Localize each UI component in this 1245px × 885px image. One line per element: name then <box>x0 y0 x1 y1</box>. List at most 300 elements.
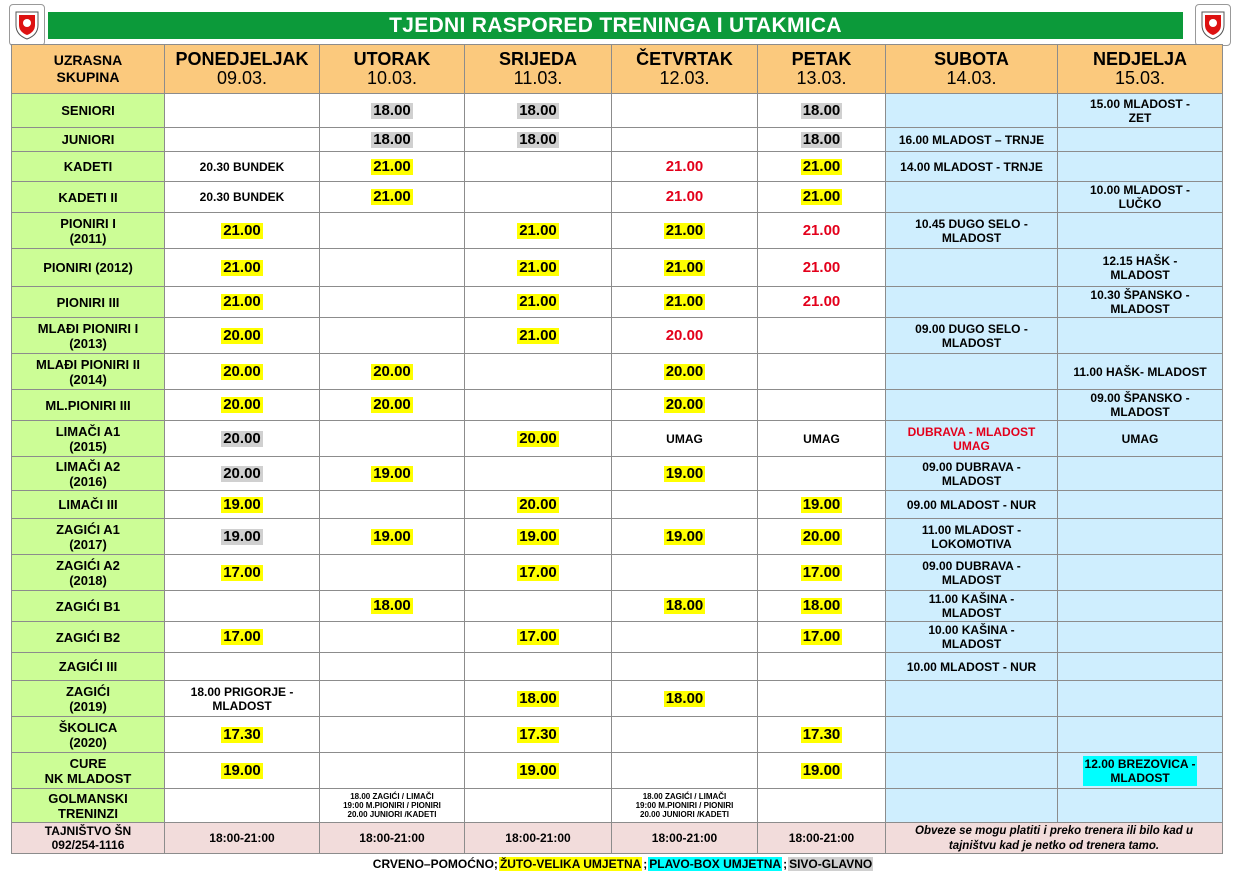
schedule-cell-thu <box>612 457 758 491</box>
cell-text: 21.00 <box>802 157 841 175</box>
schedule-cell-fri <box>758 622 886 653</box>
cell-text: 21.00 <box>519 293 557 310</box>
schedule-cell-tue <box>320 182 465 213</box>
schedule-cell-tue <box>320 390 465 421</box>
schedule-cell-sat <box>886 457 1058 491</box>
header-day: PONEDJELJAK 09.03. <box>165 45 320 94</box>
schedule-cell-wed <box>465 390 612 421</box>
office-hours-tue <box>320 823 465 854</box>
cell-text: TRENINZI <box>58 805 118 821</box>
cell-text: 20.00 <box>519 495 557 513</box>
cell-text: 19.00 <box>519 527 557 545</box>
schedule-cell-fri <box>758 354 886 390</box>
cell-text: 21.00 <box>519 258 557 276</box>
schedule-cell-sat <box>886 152 1058 182</box>
schedule-cell-sat <box>886 182 1058 213</box>
cell-text: 20.00 JUNIORI /KADETI <box>640 810 729 819</box>
cell-text: PIONIRI III <box>56 294 120 310</box>
cell-text: ZAGIĆI III <box>58 659 118 674</box>
schedule-cell-sun <box>1058 789 1223 823</box>
cell-text: MLADOST <box>941 572 1002 587</box>
cell-text: 19:00 M.PIONIRI / PIONIRI <box>343 801 441 810</box>
schedule-cell-tue <box>320 152 465 182</box>
header-group: UZRASNA SKUPINA <box>12 45 165 94</box>
cell-text: 21.00 <box>665 293 704 310</box>
schedule-cell-tue <box>320 457 465 491</box>
legend-item: ; <box>643 857 648 871</box>
schedule-cell-thu <box>612 287 758 318</box>
schedule-cell-mon <box>165 421 320 457</box>
cell-text: 19.00 <box>519 761 557 779</box>
schedule-cell-sat <box>886 753 1058 789</box>
age-group-cell <box>12 213 165 249</box>
age-group-cell <box>12 681 165 717</box>
cell-content <box>189 684 296 714</box>
cell-text: 21.00 <box>802 188 841 205</box>
schedule-cell-fri <box>758 491 886 519</box>
schedule-cell-mon <box>165 591 320 622</box>
color-legend <box>0 857 1245 871</box>
cell-text: 18:00-21:00 <box>505 831 571 845</box>
cell-text: 19.00 <box>223 495 261 513</box>
cell-text: (2015) <box>69 438 107 454</box>
schedule-cell-fri <box>758 457 886 491</box>
schedule-cell-mon <box>165 519 320 555</box>
schedule-cell-tue <box>320 213 465 249</box>
cell-text: 20.30 BUNDEK <box>199 159 285 174</box>
cell-text: UMAG <box>953 438 990 453</box>
header-day: PETAK 13.03. <box>758 45 886 94</box>
cell-text: 21.00 <box>802 221 841 239</box>
age-group-cell <box>12 519 165 555</box>
cell-content <box>905 497 1038 513</box>
legend-item: CRVENO–POMOĆNO; <box>372 857 498 871</box>
cell-content <box>1088 182 1192 212</box>
schedule-cell-wed <box>465 591 612 622</box>
office-hours-mon <box>165 823 320 854</box>
cell-text: ŠKOLICA <box>58 719 118 735</box>
header-day: NEDJELJA 15.03. <box>1058 45 1223 94</box>
cell-text: PIONIRI I <box>60 215 116 231</box>
cell-text: 20.00 <box>373 396 411 413</box>
schedule-cell-sat <box>886 653 1058 681</box>
schedule-cell-sun <box>1058 717 1223 753</box>
table-row <box>12 591 1223 622</box>
club-crest-left <box>9 4 45 46</box>
cell-text: 14.00 MLADOST - TRNJE <box>900 159 1043 174</box>
schedule-cell-thu <box>612 681 758 717</box>
cell-text: 21.00 <box>665 188 704 205</box>
schedule-cell-sun <box>1058 318 1223 354</box>
cell-text: 18:00-21:00 <box>209 831 275 845</box>
schedule-cell-sat <box>886 491 1058 519</box>
schedule-cell-wed <box>465 681 612 717</box>
schedule-cell-thu <box>612 555 758 591</box>
schedule-cell-fri <box>758 653 886 681</box>
schedule-cell-sun <box>1058 591 1223 622</box>
cell-text: NK MLADOST <box>44 770 132 786</box>
schedule-cell-sun <box>1058 128 1223 152</box>
schedule-cell-wed <box>465 182 612 213</box>
cell-text: 19.00 <box>665 527 704 545</box>
cell-text: 20.00 <box>223 326 261 344</box>
schedule-cell-fri <box>758 128 886 152</box>
schedule-cell-sun <box>1058 519 1223 555</box>
cell-text: KADETI II <box>58 189 118 205</box>
cell-text: MLADOST <box>941 230 1002 245</box>
cell-text: (2016) <box>69 473 107 489</box>
schedule-cell-mon <box>165 717 320 753</box>
cell-text: 21.00 <box>802 258 841 276</box>
schedule-cell-thu <box>612 128 758 152</box>
table-row <box>12 653 1223 681</box>
table-row <box>12 789 1223 823</box>
page-title: TJEDNI RASPORED TRENINGA I UTAKMICA <box>389 13 842 37</box>
age-group-cell <box>12 717 165 753</box>
schedule-cell-fri <box>758 249 886 287</box>
schedule-cell-tue <box>320 287 465 318</box>
table-row <box>12 318 1223 354</box>
schedule-cell-sun <box>1058 287 1223 318</box>
legend-item: PLAVO-BOX UMJETNA <box>649 857 782 871</box>
schedule-cell-wed <box>465 94 612 128</box>
cell-text: 20.00 <box>519 429 557 447</box>
schedule-cell-thu <box>612 152 758 182</box>
schedule-cell-sat <box>886 789 1058 823</box>
schedule-cell-wed <box>465 152 612 182</box>
schedule-cell-sat <box>886 717 1058 753</box>
age-group-cell <box>12 491 165 519</box>
schedule-cell-fri <box>758 152 886 182</box>
schedule-cell-mon <box>165 390 320 421</box>
cell-content <box>905 659 1038 675</box>
cell-text: ZAGIĆI <box>65 683 111 699</box>
schedule-cell-mon <box>165 213 320 249</box>
schedule-cell-sun <box>1058 249 1223 287</box>
age-group-cell <box>12 182 165 213</box>
age-group-cell <box>12 390 165 421</box>
cell-text: 17.00 <box>802 628 841 645</box>
cell-text: 10.00 MLADOST - NUR <box>906 659 1037 674</box>
cell-text: 12.15 HAŠK - <box>1102 253 1178 268</box>
table-row <box>12 390 1223 421</box>
cell-text: (2019) <box>69 698 107 714</box>
cell-text: 18.00 <box>665 597 704 614</box>
cell-content <box>920 558 1022 588</box>
schedule-cell-tue <box>320 318 465 354</box>
schedule-cell-tue <box>320 519 465 555</box>
cell-text: 18:00-21:00 <box>788 831 855 845</box>
cell-text: MLADOST <box>1110 770 1170 785</box>
age-group-cell <box>12 421 165 457</box>
schedule-cell-fri <box>758 753 886 789</box>
cell-text: 19.00 <box>373 527 411 545</box>
schedule-cell-tue <box>320 128 465 152</box>
schedule-cell-wed <box>465 457 612 491</box>
schedule-cell-thu <box>612 789 758 823</box>
cell-text: 11.00 KAŠINA - <box>928 592 1015 606</box>
cell-text: (2013) <box>69 335 107 351</box>
schedule-cell-thu <box>612 591 758 622</box>
cell-text: 10.30 ŠPANSKO - <box>1090 288 1190 302</box>
cell-text: 19.00 <box>802 495 841 513</box>
cell-text: UMAG <box>666 431 703 446</box>
schedule-cell-wed <box>465 287 612 318</box>
cell-content <box>1101 253 1180 283</box>
cell-text: ZAGIĆI A1 <box>56 521 120 537</box>
schedule-cell-mon <box>165 789 320 823</box>
office-hours-fri <box>758 823 886 854</box>
schedule-cell-wed <box>465 622 612 653</box>
age-group-cell <box>12 622 165 653</box>
club-crest-icon <box>14 9 40 41</box>
schedule-cell-thu <box>612 622 758 653</box>
cell-text: 11.00 MLADOST - <box>921 522 1022 537</box>
cell-text: 12.00 BREZOVICA - <box>1084 756 1196 771</box>
schedule-cell-thu <box>612 182 758 213</box>
cell-text: tajništvu kad je netko od trenera tamo. <box>948 840 1160 852</box>
schedule-cell-mon <box>165 354 320 390</box>
cell-text: 19.00 <box>665 464 704 482</box>
schedule-cell-sun <box>1058 681 1223 717</box>
schedule-cell-tue <box>320 354 465 390</box>
cell-content <box>913 216 1030 246</box>
cell-text: 19.00 <box>223 761 261 779</box>
cell-content <box>1071 364 1208 380</box>
cell-text: TAJNIŠTVO ŠN <box>44 824 132 838</box>
cell-text: 20.30 BUNDEK <box>199 190 285 204</box>
schedule-cell-fri <box>758 318 886 354</box>
schedule-cell-fri <box>758 182 886 213</box>
schedule-cell-mon <box>165 128 320 152</box>
schedule-cell-sat <box>886 318 1058 354</box>
legend-item: ; <box>783 857 788 871</box>
schedule-cell-tue <box>320 555 465 591</box>
cell-content <box>341 791 443 820</box>
cell-content <box>913 321 1030 351</box>
schedule-cell-fri <box>758 287 886 318</box>
cell-text: 10.00 KAŠINA - <box>928 623 1015 637</box>
cell-content <box>906 424 1038 454</box>
cell-text: (2011) <box>69 230 107 246</box>
schedule-cell-thu <box>612 491 758 519</box>
schedule-cell-sat <box>886 249 1058 287</box>
cell-text: (2020) <box>69 734 107 750</box>
schedule-cell-mon <box>165 249 320 287</box>
cell-text: LIMAČI A1 <box>55 423 121 439</box>
cell-text: 21.00 <box>373 188 411 205</box>
schedule-cell-sun <box>1058 555 1223 591</box>
cell-content <box>1088 287 1191 317</box>
schedule-cell-wed <box>465 213 612 249</box>
cell-text: ZAGIĆI B2 <box>55 629 121 645</box>
schedule-cell-thu <box>612 213 758 249</box>
schedule-cell-fri <box>758 555 886 591</box>
cell-text: 18.00 <box>665 689 704 707</box>
cell-text: 17.00 <box>223 563 261 581</box>
table-row <box>12 94 1223 128</box>
schedule-cell-tue <box>320 622 465 653</box>
age-group-cell <box>12 653 165 681</box>
table-row <box>12 717 1223 753</box>
cell-text: MLADOST <box>941 335 1002 350</box>
cell-text: 19:00 M.PIONIRI / PIONIRI <box>635 801 734 810</box>
table-row <box>12 491 1223 519</box>
cell-content <box>1120 431 1161 447</box>
cell-text: 10.00 MLADOST - <box>1089 183 1191 197</box>
cell-text: MLADOST <box>1110 267 1170 282</box>
schedule-table <box>11 44 1223 854</box>
office-note <box>915 825 1193 852</box>
cell-text: 18.00 ZAGIĆI / LIMAČI <box>642 792 727 801</box>
cell-text: 20.00 <box>665 326 704 344</box>
schedule-cell-sat <box>886 622 1058 653</box>
schedule-cell-sat <box>886 128 1058 152</box>
schedule-cell-fri <box>758 213 886 249</box>
cell-text: 19.00 <box>802 761 841 779</box>
cell-text: 19.00 <box>223 527 261 545</box>
schedule-cell-wed <box>465 789 612 823</box>
schedule-cell-mon <box>165 457 320 491</box>
cell-text: 18.00 <box>802 597 841 614</box>
cell-text: 17.30 <box>223 725 261 743</box>
cell-content <box>926 622 1016 652</box>
schedule-cell-sun <box>1058 182 1223 213</box>
schedule-cell-fri <box>758 681 886 717</box>
cell-text: (2018) <box>69 572 107 588</box>
table-row <box>12 421 1223 457</box>
cell-content <box>920 522 1023 552</box>
schedule-cell-thu <box>612 753 758 789</box>
schedule-cell-mon <box>165 94 320 128</box>
cell-text: 21.00 <box>519 221 557 239</box>
office-hours-wed <box>465 823 612 854</box>
table-row <box>12 128 1223 152</box>
schedule-cell-sun <box>1058 622 1223 653</box>
cell-text: 17.30 <box>519 725 557 743</box>
cell-content <box>898 159 1045 175</box>
schedule-cell-sun <box>1058 753 1223 789</box>
schedule-cell-mon <box>165 182 320 213</box>
schedule-cell-wed <box>465 519 612 555</box>
title-bar <box>48 12 1183 39</box>
schedule-cell-fri <box>758 390 886 421</box>
cell-text: UMAG <box>803 431 840 446</box>
schedule-cell-fri <box>758 519 886 555</box>
schedule-cell-sat <box>886 519 1058 555</box>
cell-text: SENIORI <box>61 103 115 118</box>
schedule-cell-thu <box>612 318 758 354</box>
schedule-cell-mon <box>165 318 320 354</box>
age-group-cell <box>12 555 165 591</box>
cell-text: 18.00 PRIGORJE - <box>190 684 294 699</box>
schedule-cell-mon <box>165 681 320 717</box>
cell-text: 09.00 DUGO SELO - <box>915 321 1028 336</box>
age-group-cell <box>12 152 165 182</box>
schedule-cell-wed <box>465 318 612 354</box>
age-group-cell <box>12 591 165 622</box>
cell-text: 09.00 DUBRAVA - <box>922 459 1021 474</box>
table-row <box>12 519 1223 555</box>
legend-item: ŽUTO-VELIKA UMJETNA <box>499 857 642 871</box>
cell-text: LIMAČI III <box>58 497 118 512</box>
cell-text: 15.00 MLADOST - <box>1089 96 1191 111</box>
cell-text: 21.00 <box>373 157 411 175</box>
cell-text: 21.00 <box>665 157 704 175</box>
cell-text: CURE <box>69 755 107 771</box>
cell-text: (2017) <box>69 536 107 552</box>
schedule-cell-tue <box>320 753 465 789</box>
schedule-cell-tue <box>320 653 465 681</box>
header-day: ČETVRTAK 12.03. <box>612 45 758 94</box>
cell-text: 18.00 ZAGIĆI / LIMAČI <box>350 792 434 801</box>
cell-text: 20.00 <box>373 362 411 380</box>
schedule-cell-mon <box>165 287 320 318</box>
schedule-cell-thu <box>612 354 758 390</box>
schedule-cell-sun <box>1058 152 1223 182</box>
cell-text: 18.00 <box>802 101 841 119</box>
cell-text: MLAĐI PIONIRI II <box>36 356 140 372</box>
cell-text: 21.00 <box>665 258 704 276</box>
schedule-cell-tue <box>320 94 465 128</box>
age-group-cell <box>12 354 165 390</box>
schedule-cell-mon <box>165 753 320 789</box>
header-day: SUBOTA 14.03. <box>886 45 1058 94</box>
cell-text: 21.00 <box>223 293 261 310</box>
schedule-cell-wed <box>465 354 612 390</box>
table-row <box>12 681 1223 717</box>
schedule-cell-thu <box>612 653 758 681</box>
cell-text: 10.45 DUGO SELO - <box>915 216 1028 231</box>
age-group-cell <box>12 128 165 152</box>
cell-text: 17.30 <box>802 725 841 743</box>
cell-text: 17.00 <box>519 628 557 645</box>
club-crest-icon <box>1200 9 1226 41</box>
table-row <box>12 287 1223 318</box>
schedule-cell-sat <box>886 681 1058 717</box>
cell-content <box>927 591 1017 621</box>
schedule-cell-sun <box>1058 491 1223 519</box>
schedule-cell-tue <box>320 717 465 753</box>
schedule-cell-sun <box>1058 213 1223 249</box>
cell-content <box>1083 756 1198 786</box>
schedule-cell-tue <box>320 491 465 519</box>
table-row <box>12 249 1223 287</box>
schedule-cell-thu <box>612 249 758 287</box>
cell-text: 20.00 <box>665 396 704 413</box>
schedule-cell-tue <box>320 591 465 622</box>
cell-text: ZAGIĆI B1 <box>55 598 121 614</box>
cell-text: 18.00 <box>519 101 557 119</box>
cell-text: MLADOST <box>941 606 1002 620</box>
cell-text: LUČKO <box>1118 197 1162 211</box>
office-note-cell <box>886 823 1223 854</box>
cell-text: 18.00 <box>373 130 411 148</box>
cell-text: 20.00 <box>665 362 704 380</box>
schedule-cell-tue <box>320 789 465 823</box>
cell-text: MLADOST <box>212 698 272 713</box>
cell-text: KADETI <box>63 159 113 174</box>
cell-text: UMAG <box>1121 431 1159 446</box>
cell-text: ZAGIĆI A2 <box>56 557 120 573</box>
header-row <box>12 45 1223 94</box>
schedule-cell-thu <box>612 390 758 421</box>
table-row <box>12 753 1223 789</box>
cell-text: 11.00 HAŠK- MLADOST <box>1073 364 1207 379</box>
cell-text: MLAĐI PIONIRI I <box>37 320 139 336</box>
age-group-cell <box>12 249 165 287</box>
header-day: UTORAK 10.03. <box>320 45 465 94</box>
